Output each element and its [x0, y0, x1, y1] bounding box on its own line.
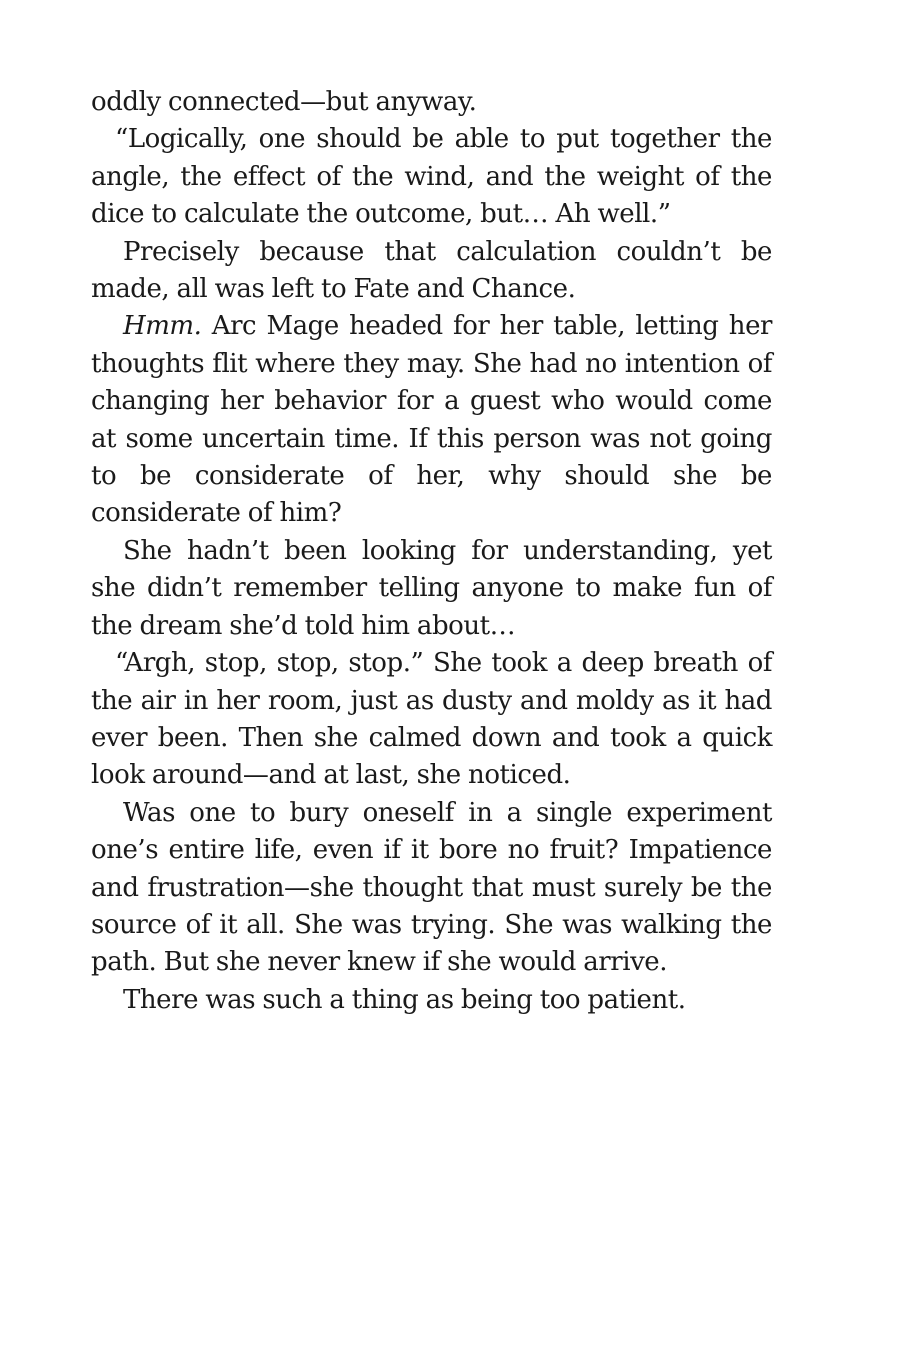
- paragraph-6: [91, 645, 772, 795]
- paragraph-6-text: “Argh, stop, stop, stop.” She took a deep breath of the air in her room, just as dusty and moldy as it had ever been. Then she calmed down and took a quick look around—and at last, she noticed.: [91, 648, 772, 791]
- book-page: [91, 84, 772, 1019]
- paragraph-4-italic-lead: Hmm.: [123, 311, 202, 342]
- paragraph-2-text: “Logically, one should be able to put together the angle, the effect of the wind, and the weight of the dice to calculate the outcome, but… Ah well.”: [91, 124, 772, 230]
- paragraph-1: [91, 84, 772, 121]
- paragraph-1-text: oddly connected—but anyway.: [91, 87, 477, 117]
- paragraph-5-text: She hadn’t been looking for understanding, yet she didn’t remember telling anyone to make fun of the dream she’d told him about…: [91, 535, 772, 641]
- paragraph-8: [91, 982, 772, 1019]
- paragraph-7-text: Was one to bury oneself in a single experiment one’s entire life, even if it bore no fruit? Impatience and frustration—she thought that must surely be the source of it all. She was trying. She was walking the path. But she never knew if she would arrive.: [91, 797, 772, 978]
- paragraph-8-text: There was such a thing as being too patient.: [123, 984, 686, 1015]
- paragraph-3: [91, 234, 772, 309]
- paragraph-4: [91, 308, 772, 532]
- paragraph-2: [91, 121, 772, 233]
- paragraph-3-text: Precisely because that calculation couldn’t be made, all was left to Fate and Chance.: [91, 236, 772, 305]
- paragraph-5: [91, 533, 772, 645]
- paragraph-7: [91, 795, 772, 982]
- paragraph-4-text: Arc Mage headed for her table, letting her thoughts flit where they may. She had no intention of changing her behavior for a guest who would come at some uncertain time. If this person was not going to be considerate of her, why should she be considerate of him?: [91, 311, 772, 529]
